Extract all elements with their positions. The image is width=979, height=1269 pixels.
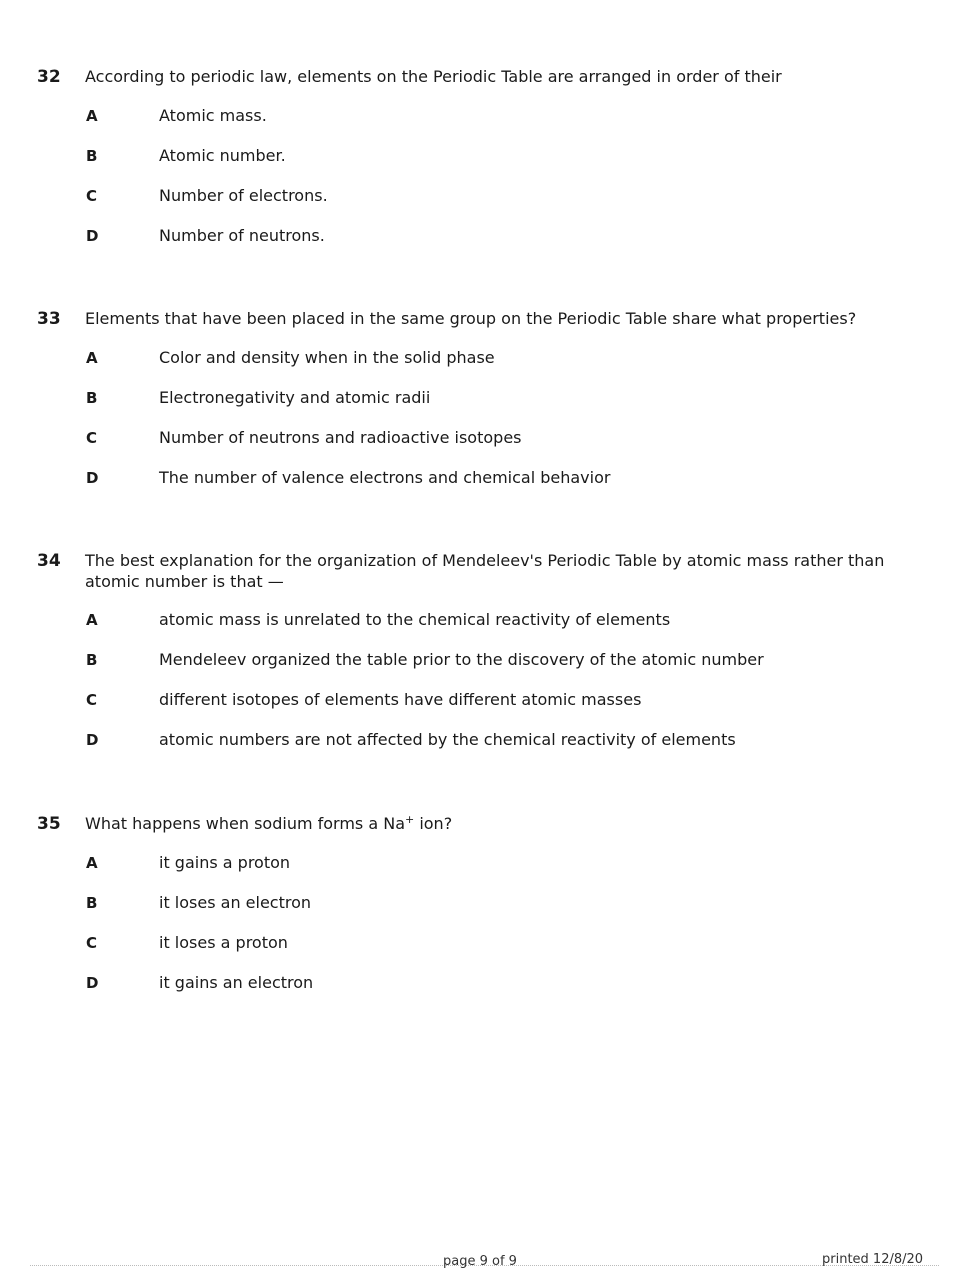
question-35	[37, 813, 907, 1013]
question-number: 34	[37, 551, 61, 571]
answer-choice-a	[86, 610, 907, 650]
choice-text: Number of neutrons.	[159, 226, 325, 245]
answer-choice-a	[86, 106, 907, 146]
page-footer	[0, 1252, 979, 1269]
answer-choices	[37, 348, 907, 508]
answer-choice-a	[86, 853, 907, 893]
choice-letter: A	[86, 349, 98, 367]
question-text: According to periodic law, elements on the Periodic Table are arranged in order of their	[85, 67, 782, 86]
choice-letter: D	[86, 227, 99, 245]
answer-choices	[37, 853, 907, 1013]
choice-letter: C	[86, 934, 98, 952]
answer-choices	[37, 610, 907, 770]
choice-letter: A	[86, 107, 98, 125]
choice-letter: D	[86, 974, 99, 992]
answer-choice-b	[86, 388, 907, 428]
question-text	[85, 813, 907, 834]
choice-letter: D	[86, 469, 99, 487]
answer-choice-d	[86, 226, 907, 266]
question-text: Elements that have been placed in the same group on the Periodic Table share what properties?	[85, 309, 857, 328]
question-text: The best explanation for the organization of Mendeleev's Periodic Table by atomic mass rather than atomic number is that —	[85, 551, 885, 591]
choice-text: Electronegativity and atomic radii	[159, 388, 431, 407]
choice-text: atomic numbers are not affected by the chemical reactivity of elements	[159, 730, 736, 749]
choice-text: it gains a proton	[159, 853, 291, 872]
answer-choice-d	[86, 730, 907, 770]
answer-choice-a	[86, 348, 907, 388]
answer-choice-d	[86, 973, 907, 1013]
choice-letter: B	[86, 651, 98, 669]
choice-letter: B	[86, 147, 98, 165]
choice-text: it gains an electron	[159, 973, 314, 992]
choice-letter: C	[86, 187, 98, 205]
choice-text: Mendeleev organized the table prior to the discovery of the atomic number	[159, 650, 764, 669]
choice-text: Atomic mass.	[159, 106, 267, 125]
question-number: 33	[37, 309, 61, 329]
choice-text: it loses a proton	[159, 933, 288, 952]
answer-choice-c	[86, 690, 907, 730]
choice-letter: C	[86, 691, 98, 709]
question-33	[37, 308, 907, 508]
page-number: page 9 of 9	[443, 1254, 517, 1269]
ion-charge: +	[405, 813, 415, 826]
choice-text: it loses an electron	[159, 893, 312, 912]
choice-text: Number of electrons.	[159, 186, 328, 205]
choice-text: The number of valence electrons and chemical behavior	[159, 468, 611, 487]
question-text-main: What happens when sodium forms a Na	[85, 814, 406, 833]
choice-text: Color and density when in the solid phase	[159, 348, 495, 367]
choice-letter: A	[86, 611, 98, 629]
question-number: 32	[37, 67, 61, 87]
choice-text: different isotopes of elements have different atomic masses	[159, 690, 642, 709]
question-number: 35	[37, 814, 61, 834]
answer-choice-c	[86, 186, 907, 226]
answer-choice-b	[86, 650, 907, 690]
choice-letter: B	[86, 894, 98, 912]
choice-letter: C	[86, 429, 98, 447]
answer-choice-b	[86, 146, 907, 186]
choice-text: Atomic number.	[159, 146, 286, 165]
answer-choice-c	[86, 933, 907, 973]
answer-choice-d	[86, 468, 907, 508]
printed-date: printed 12/8/20	[822, 1252, 924, 1267]
question-34	[37, 550, 907, 770]
choice-text: Number of neutrons and radioactive isotopes	[159, 428, 522, 447]
question-32	[37, 66, 907, 266]
answer-choice-b	[86, 893, 907, 933]
choice-letter: A	[86, 854, 98, 872]
choice-text: atomic mass is unrelated to the chemical reactivity of elements	[159, 610, 671, 629]
answer-choices	[37, 106, 907, 266]
choice-letter: B	[86, 389, 98, 407]
answer-choice-c	[86, 428, 907, 468]
question-text-end: ion?	[414, 814, 453, 833]
choice-letter: D	[86, 731, 99, 749]
